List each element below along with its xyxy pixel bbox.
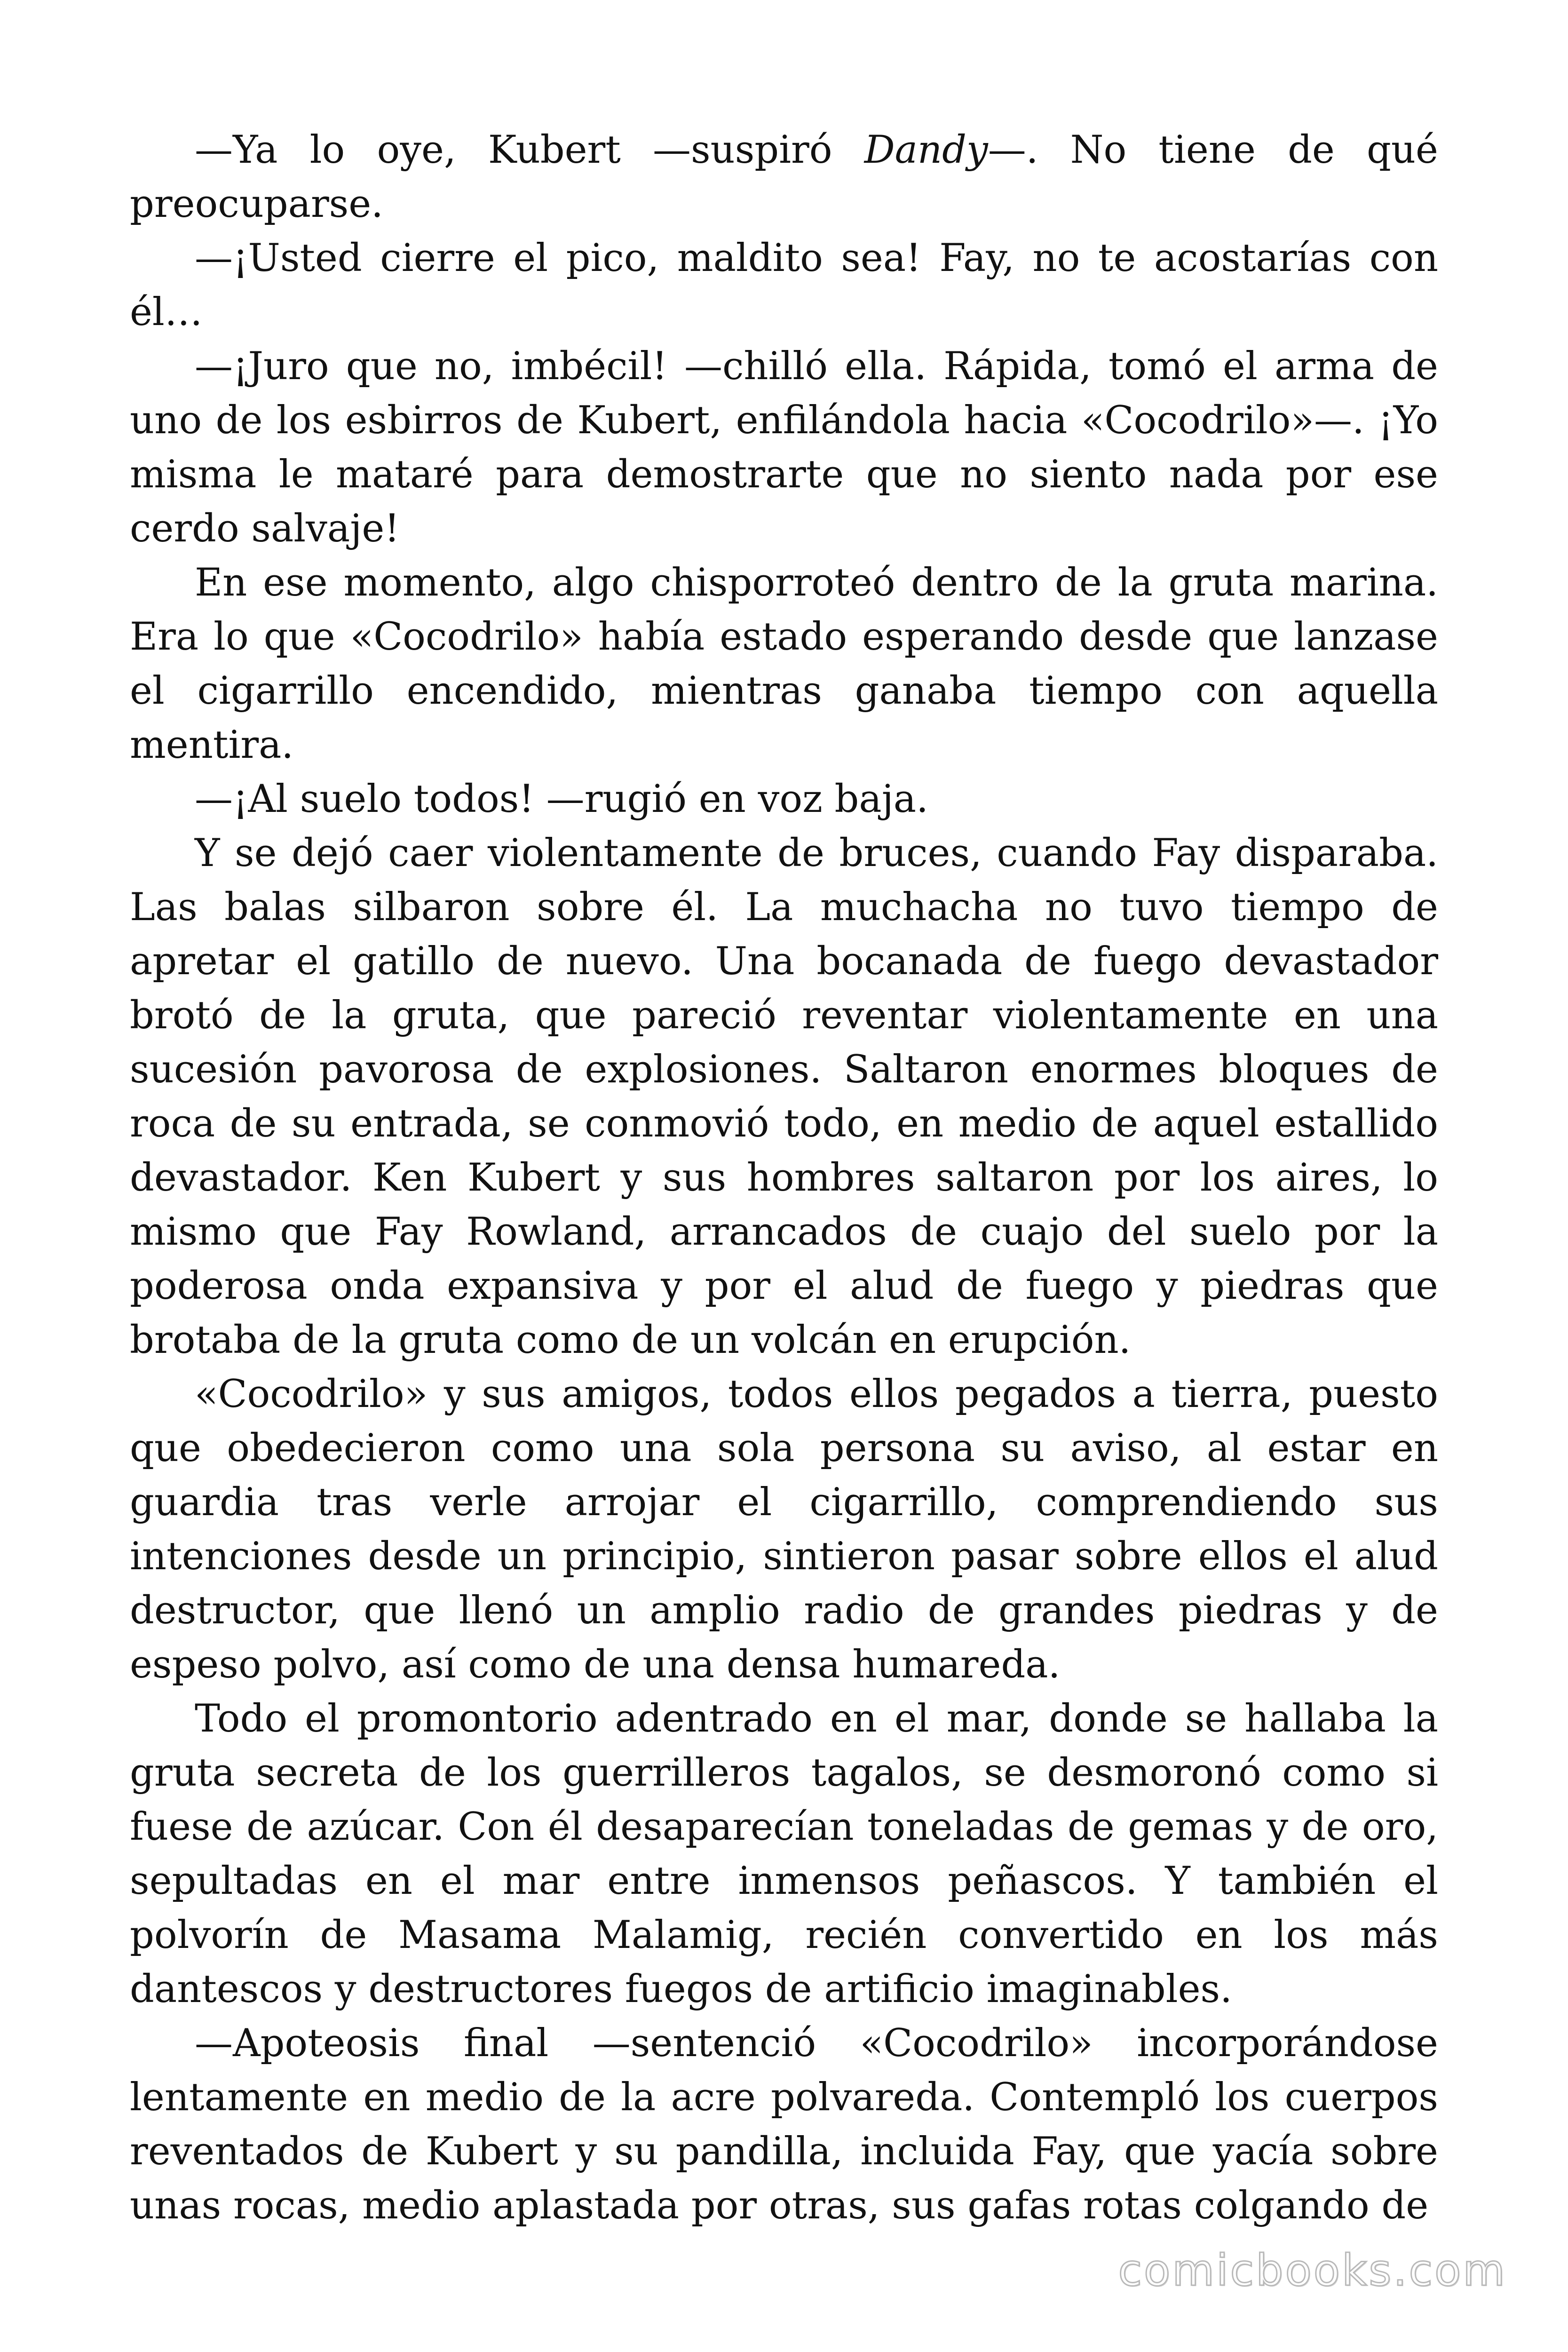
text-segment: Y se dejó caer violentamente de bruces, cuando Fay disparaba. Las balas silbaron sobre él. La muchacha no tuvo tiempo de apretar el gatillo de nuevo. Una bocanada de fuego devastador brotó de la gruta, que pareció reventar violentamente en una sucesión pavorosa de explosiones. Saltaron enormes bloques de roca de su entrada, se conmovió todo, en medio de aquel estallido devastador. Ken Kubert y sus hombres saltaron por los aires, lo mismo que Fay Rowland, arrancados de cuajo del suelo por la poderosa onda expansiva y por el alud de fuego y piedras que brotaba de la gruta como de un volcán en erupción. <box>130 831 1438 1362</box>
text-segment: —Ya lo oye, Kubert —suspiró <box>195 128 864 172</box>
paragraph <box>130 123 1438 231</box>
paragraph <box>130 231 1438 340</box>
text-segment: —¡Usted cierre el pico, maldito sea! Fay, no te acostarías con él… <box>130 236 1438 334</box>
paragraph <box>130 556 1438 772</box>
body-text <box>130 123 1438 2233</box>
paragraph <box>130 826 1438 1367</box>
text-segment: —¡Juro que no, imbécil! —chilló ella. Rápida, tomó el arma de uno de los esbirros de Kubert, enfilándola hacia «Cocodrilo»—. ¡Yo misma le mataré para demostrarte que no siento nada por ese cerdo salvaje! <box>130 344 1438 551</box>
text-segment: —¡Al suelo todos! —rugió en voz baja. <box>195 777 928 821</box>
text-segment: En ese momento, algo chisporroteó dentro de la gruta marina. Era lo que «Cocodrilo» había estado esperando desde que lanzase el cigarrillo encendido, mientras ganaba tiempo con aquella mentira. <box>130 561 1438 767</box>
text-segment: —. No tiene de qué preocuparse. <box>130 128 1438 226</box>
paragraph <box>130 772 1438 826</box>
watermark: comicbooks.com <box>1118 2245 1507 2296</box>
paragraph <box>130 1367 1438 1692</box>
paragraph <box>130 2017 1438 2233</box>
italic-text: Dandy <box>864 128 988 172</box>
paragraph <box>130 1692 1438 2017</box>
text-segment: Todo el promontorio adentrado en el mar, donde se hallaba la gruta secreta de los guerrilleros tagalos, se desmoronó como si fuese de azúcar. Con él desaparecían toneladas de gemas y de oro, sepultadas en el mar entre inmensos peñascos. Y también el polvorín de Masama Malamig, recién convertido en los más dantescos y destructores fuegos de artificio imaginables. <box>130 1697 1438 2011</box>
text-segment: «Cocodrilo» y sus amigos, todos ellos pegados a tierra, puesto que obedecieron como una sola persona su aviso, al estar en guardia tras verle arrojar el cigarrillo, comprendiendo sus intenciones desde un principio, sintieron pasar sobre ellos el alud destructor, que llenó un amplio radio de grandes piedras y de espeso polvo, así como de una densa humareda. <box>130 1372 1438 1687</box>
text-segment: —Apoteosis final —sentenció «Cocodrilo» incorporándose lentamente en medio de la acre polvareda. Contempló los cuerpos reventados de Kubert y su pandilla, incluida Fay, que yacía sobre unas rocas, medio aplastada por otras, sus gafas rotas colgando de <box>130 2021 1438 2228</box>
paragraph <box>130 340 1438 556</box>
